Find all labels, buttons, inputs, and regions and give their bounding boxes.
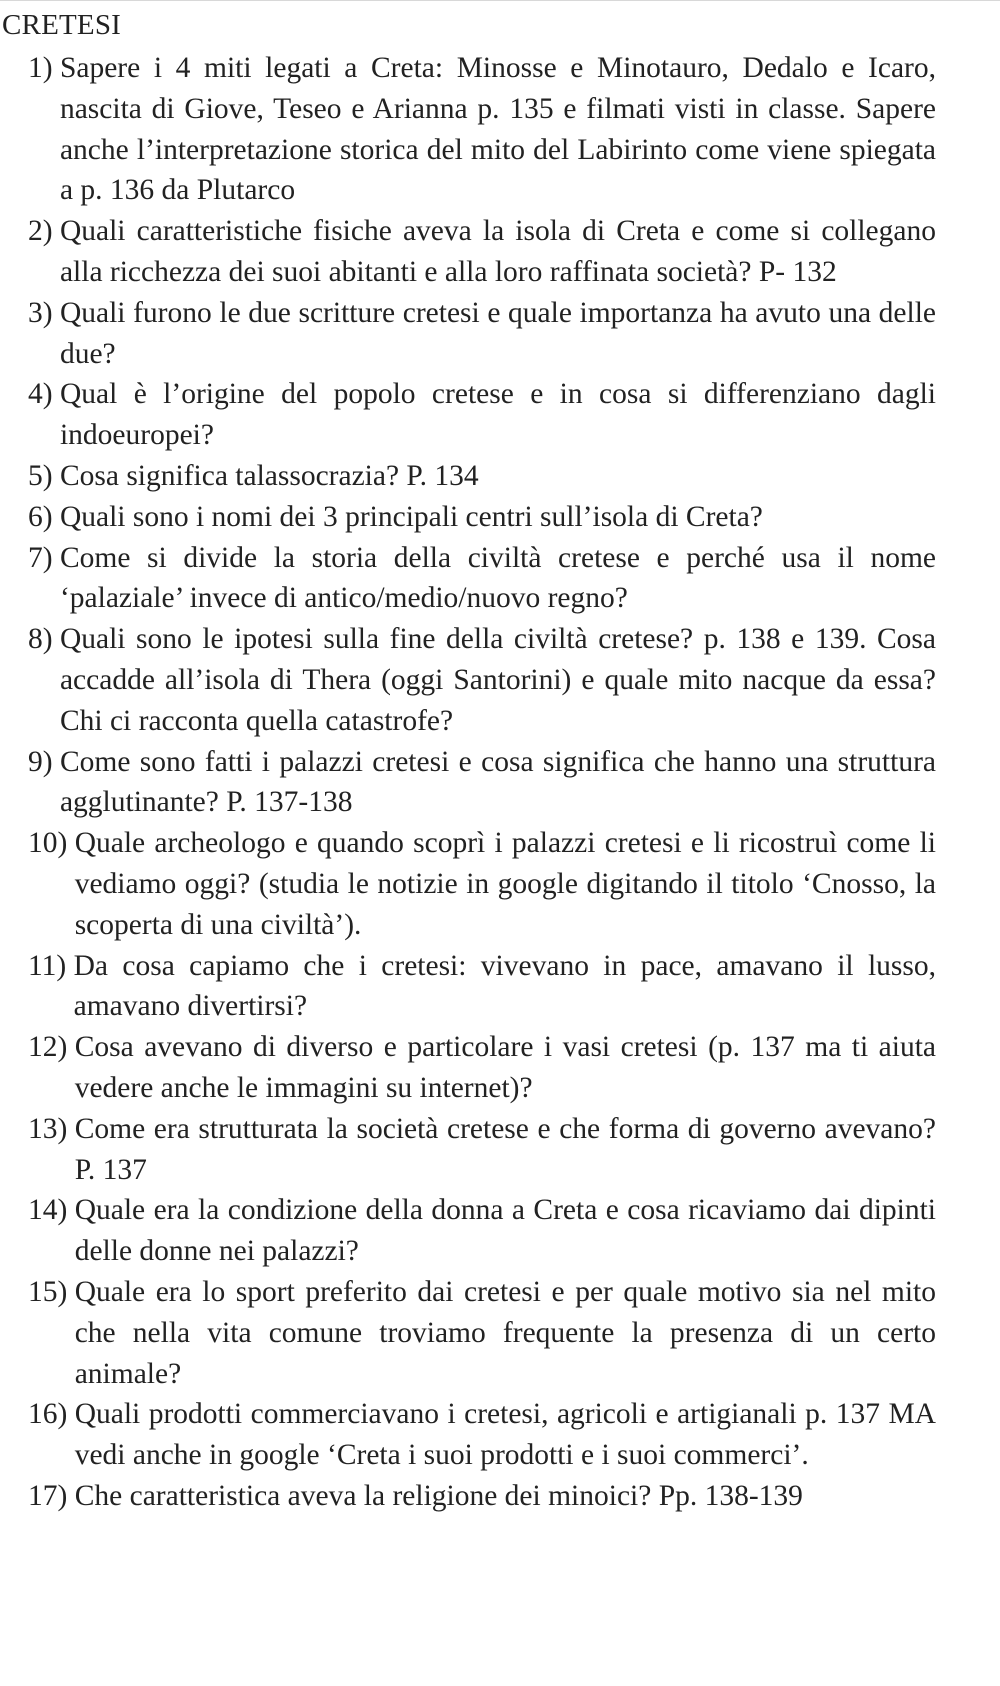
question-text: Quale archeologo e quando scoprì i palazzi cretesi e li ricostruì come li vediamo oggi? (studia le notizie in google digitando il titolo ‘Cnosso, la scoperta di una civiltà’). xyxy=(74,827,936,941)
question-number: 9) xyxy=(28,745,60,778)
question-text: Quale era la condizione della donna a Creta e cosa ricaviamo dai dipinti delle donne nei palazzi? xyxy=(74,1194,936,1268)
question-number: 10) xyxy=(28,827,75,860)
question-text: Quali sono le ipotesi sulla fine della civiltà cretese? p. 138 e 139. Cosa accadde all’isola di Thera (oggi Santorini) e quale mito nacque da essa? Chi ci racconta quella catastrofe? xyxy=(59,623,936,737)
question-text: Che caratteristica aveva la religione dei minoici? Pp. 138-139 xyxy=(74,1479,803,1512)
question-number: 17) xyxy=(28,1479,75,1512)
question-list xyxy=(28,48,936,1517)
question-text: Come si divide la storia della civiltà cretese e perché usa il nome ‘palaziale’ invece di antico/medio/nuovo regno? xyxy=(59,541,936,615)
question-number: 16) xyxy=(28,1398,75,1431)
question-number: 8) xyxy=(28,623,60,656)
question-item-1 xyxy=(28,48,936,211)
question-text: Da cosa capiamo che i cretesi: vivevano in pace, amavano il lusso, amavano divertirsi? xyxy=(73,949,936,1023)
question-text: Come sono fatti i palazzi cretesi e cosa significa che hanno una struttura agglutinante? P. 137-138 xyxy=(59,745,936,819)
question-text: Cosa significa talassocrazia? P. 134 xyxy=(59,459,479,492)
question-item-11 xyxy=(28,946,936,1028)
question-text: Cosa avevano di diverso e particolare i vasi cretesi (p. 137 ma ti aiuta vedere anche le immagini su internet)? xyxy=(74,1031,936,1104)
question-text: Quale era lo sport preferito dai cretesi e per quale motivo sia nel mito che nella vita comune troviamo frequente la presenza di un certo animale? xyxy=(74,1275,936,1390)
question-item-15 xyxy=(28,1272,936,1394)
question-text: Sapere i 4 miti legati a Creta: Minosse e Minotauro, Dedalo e Icaro, nascita di Giove, Teseo e Arianna p. 135 e filmati visti in classe. Sapere anche l’interpretazione storica del mito del Labirinto come viene spiegata a p. 136 da Plutarco xyxy=(59,52,936,207)
question-number: 7) xyxy=(28,541,60,574)
question-item-4 xyxy=(28,374,936,456)
question-item-10 xyxy=(28,823,936,945)
question-number: 2) xyxy=(28,215,60,248)
question-item-16 xyxy=(28,1394,936,1476)
question-number: 4) xyxy=(28,378,60,411)
question-item-9 xyxy=(28,742,936,824)
question-text: Quali caratteristiche fisiche aveva la isola di Creta e come si collegano alla ricchezza dei suoi abitanti e alla loro raffinata società? P- 132 xyxy=(59,215,936,288)
question-number: 6) xyxy=(28,500,60,533)
question-item-8 xyxy=(28,619,936,741)
question-item-6 xyxy=(28,497,936,538)
question-item-17 xyxy=(28,1476,936,1517)
question-item-12 xyxy=(28,1027,936,1109)
question-number: 15) xyxy=(28,1275,75,1308)
question-item-14 xyxy=(28,1190,936,1272)
question-text: Qual è l’origine del popolo cretese e in cosa si differenziano dagli indoeuropei? xyxy=(59,378,936,452)
question-number: 1) xyxy=(28,52,60,84)
document-title: CRETESI xyxy=(2,9,122,41)
question-number: 5) xyxy=(28,459,60,492)
question-item-13 xyxy=(28,1109,936,1191)
question-number: 3) xyxy=(28,296,60,329)
question-item-5 xyxy=(28,456,936,497)
question-text: Quali sono i nomi dei 3 principali centri sull’isola di Creta? xyxy=(59,500,763,533)
question-number: 13) xyxy=(28,1112,75,1145)
question-text: Come era strutturata la società cretese e che forma di governo avevano? P. 137 xyxy=(74,1112,936,1186)
question-text: Quali furono le due scritture cretesi e quale importanza ha avuto una delle due? xyxy=(59,296,936,370)
question-item-3 xyxy=(28,293,936,375)
question-item-7 xyxy=(28,538,936,620)
question-number: 12) xyxy=(28,1031,75,1064)
question-item-2 xyxy=(28,211,936,293)
question-number: 14) xyxy=(28,1194,75,1227)
question-text: Quali prodotti commerciavano i cretesi, agricoli e artigianali p. 137 MA vedi anche in google ‘Creta i suoi prodotti e i suoi commerci’. xyxy=(74,1398,936,1472)
question-number: 11) xyxy=(28,949,74,982)
